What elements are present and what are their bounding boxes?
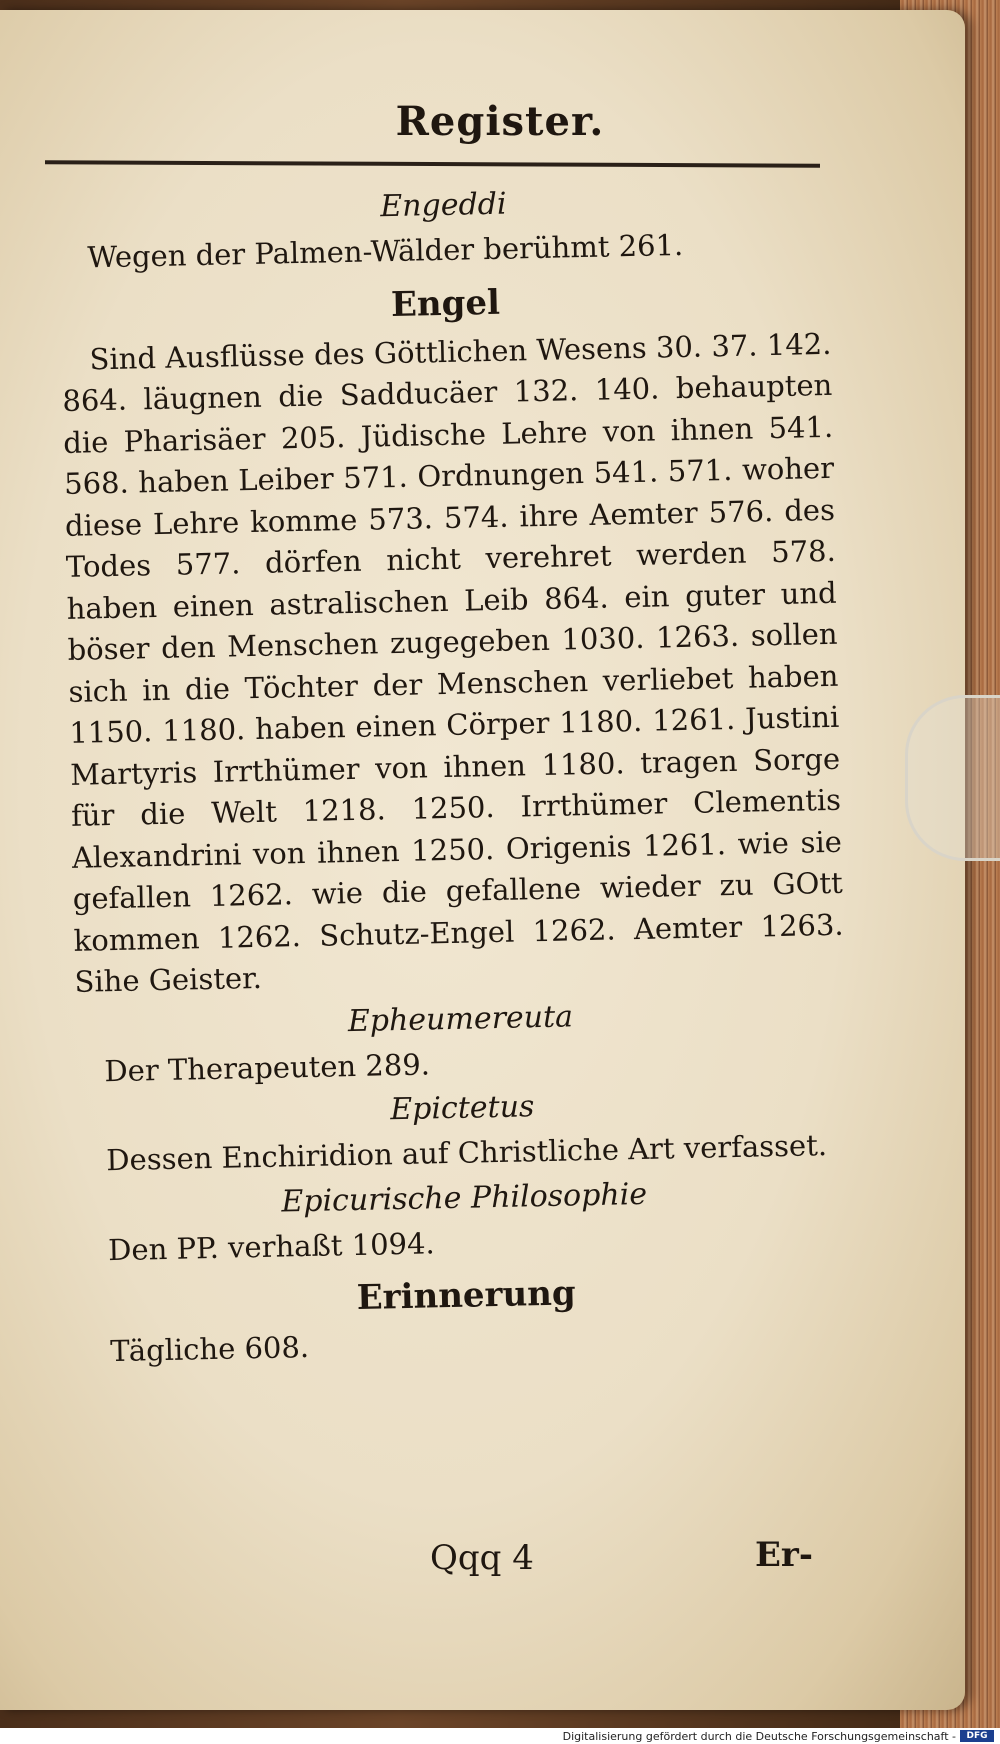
register-text — [58, 174, 853, 1373]
signature-mark: Qqq 4 — [430, 1538, 534, 1578]
entry-term: Epheumereuta — [347, 998, 574, 1039]
entry-text: Wegen der Palmen-Wälder berühmt 261. — [87, 227, 684, 275]
register-entry — [77, 1081, 849, 1183]
register-entry — [75, 991, 847, 1093]
dfg-logo: DFG — [960, 1730, 994, 1742]
entry-term: Epictetus — [389, 1089, 535, 1128]
footer-credit: Digitalisierung gefördert durch die Deutsche Forschungsgemeinschaft - — [562, 1730, 956, 1743]
register-entry — [58, 178, 830, 280]
entry-term: Erinnerung — [356, 1273, 577, 1318]
page-clip — [905, 695, 1000, 861]
running-head: Register. — [395, 98, 605, 145]
register-entry — [81, 1264, 853, 1374]
entry-term: Engeddi — [379, 186, 507, 225]
entry-term: Epicurische Philosophie — [281, 1176, 648, 1220]
entry-text: Der Therapeuten 289. — [104, 1046, 431, 1088]
entry-text: Sind Ausflüsse des Göttlichen Wesens 30. 37. 142. 864. läugnen die Sadducäer 132. 140. behaupten die Pharisäer 205. Jüdische Lehre von ihnen 541. 568. haben Leiber 571. Ordnungen 541. 571. woher diese Lehre komme 573. 574. ihre Aemter 576. des Todes 577. dörfen nicht verehret werden 578. haben einen astralischen Leib 864. ein guter und böser den Menschen zugegeben 1030. 1263. sollen sich in die Töchter der Menschen verliebet haben 1150. 1180. haben einen Cörper 1180. 1261. Justini Martyris Irrthümer von ihnen 1180. tragen Sorge für die Welt 1218. 1250. Irrthümer Clementis Alexandrini von ihnen 1250. Origenis 1261. wie sie gefallen 1262. wie die gefallene wieder zu GOtt kommen 1262. Schutz-Engel 1262. Aemter 1263. Sihe Geister. — [62, 326, 844, 999]
register-entry — [79, 1170, 851, 1272]
entry-term: Engel — [390, 282, 501, 325]
entry-text: Tägliche 608. — [109, 1329, 310, 1369]
catchword: Er- — [755, 1535, 813, 1575]
entry-text: Dessen Enchiridion auf Christliche Art verfasset. — [105, 1128, 828, 1178]
book-page — [0, 10, 965, 1710]
entry-text: Den PP. verhaßt 1094. — [107, 1225, 436, 1267]
register-entry — [60, 271, 845, 1003]
head-rule — [45, 160, 820, 167]
